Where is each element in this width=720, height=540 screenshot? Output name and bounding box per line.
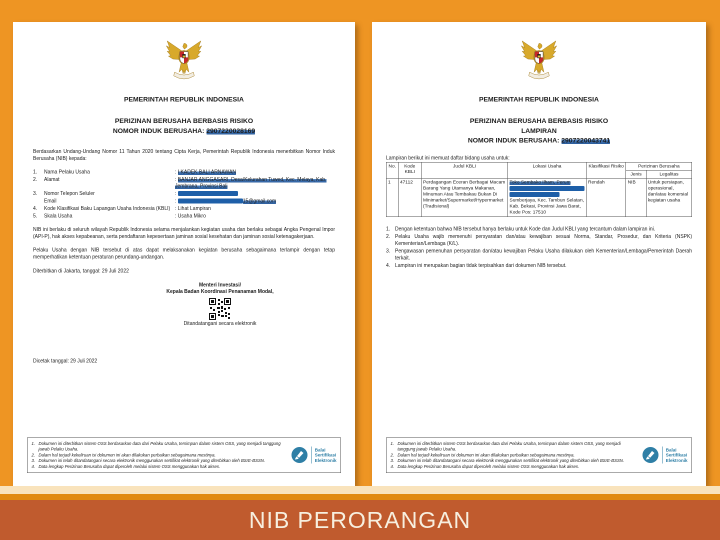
cell-lokasi [508, 178, 587, 216]
cell-judul: Perdagangan Eceran Berbagai Macam Barang Yang Utamanya Makanan, Minuman Atau Tembakau Bukan Di Minimarket/Supermarket/Hypermarket (Tradisional) [421, 178, 507, 216]
bsre-logo-text [315, 447, 337, 463]
field-telepon [33, 191, 335, 198]
field-label: Email [44, 198, 57, 205]
field-alamat [33, 177, 335, 190]
col-header-jenis: Jenis [626, 170, 646, 178]
slide-title-banner [0, 500, 720, 540]
col-header-risiko: Klasifikasi Risiko [586, 162, 626, 178]
footer-disclaimer-box [386, 437, 692, 473]
field-number: 1. [33, 169, 38, 176]
redacted-email-tail: 15@gmail.com [242, 198, 277, 205]
field-skala [33, 213, 335, 220]
redacted-address: BANJAR ANGGASARI, Desa/Kelurahan Tuwed, Kec. Melaya, Kab. Jembrana, Provinsi Bali [175, 177, 327, 190]
note-number: 1. [386, 226, 391, 232]
field-kbli [33, 206, 335, 213]
field-number: 4. [33, 206, 38, 212]
lampiran-notes [386, 226, 692, 270]
printed-line: Dicetak tanggal: 29 Juli 2022 [33, 358, 98, 365]
footer-notes [391, 441, 636, 470]
footer-note-text: Dokumen ini telah ditandatangani secara elektronik menggunakan sertifikat elektronik yang diterbitkan oleh BSrE-BSSN. [38, 458, 266, 464]
note-number: 4. [386, 263, 391, 269]
footer-note-number: 2. [31, 452, 36, 458]
footer-note-number: 3. [390, 458, 395, 464]
bsre-circle-icon [642, 447, 659, 464]
field-value: : Usaha Mikro [175, 213, 335, 220]
kbli-table-row [386, 178, 692, 216]
field-label: Skala Usaha [44, 213, 73, 220]
location-rest: Sumberjaya, Kec. Tambun Selatan, Kab. Bekasi, Provinsi Jawa Barat, Kode Pos: 17510 [509, 197, 584, 215]
bsre-text-line: Sertifikasi [314, 452, 337, 458]
garuda-pancasila-icon [166, 36, 203, 82]
cell-no: 1 [386, 178, 398, 216]
footer-note-text: Data lengkap Perizinan Berusaha dapat diperoleh melalui sistem OSS menggunakan hak akses. [397, 463, 580, 469]
cell-kode: 47112 [398, 178, 421, 216]
document-title: PERIZINAN BERUSAHA BERBASIS RISIKO [469, 117, 609, 125]
note-text: Lampiran ini merupakan bagian tidak terpisahkan dari dokumen NIB tersebut. [395, 263, 567, 269]
field-number: 3. [33, 191, 38, 197]
col-header-no: No. [386, 162, 398, 178]
note-text: Pengawasan pemenuhan persyaratan dan/atau kewajiban Pelaku Usaha dilakukan oleh Kementerian/Lembaga/Pemerintah Daerah terkait. [395, 248, 692, 261]
footer-note-text: Dalam hal terjadi kekeliruan isi dokumen ini akan dilakukan perbaikan sebagaimana mestinya. [38, 452, 216, 458]
nib-number-redacted: 2907220043741 [561, 136, 611, 145]
bsre-circle-icon [291, 447, 308, 464]
lampiran-label: LAMPIRAN [521, 126, 557, 135]
footer-note-number: 1. [31, 440, 36, 446]
footer-note-number: 3. [31, 458, 36, 464]
signature-note: Ditandatangani secara elektronik [183, 321, 257, 327]
footer-note-number: 1. [390, 440, 395, 446]
business-fields [33, 169, 335, 220]
issued-line: Diterbitkan di Jakarta, tanggal: 29 Juli 2022 [33, 268, 129, 275]
field-label: Kode Klasifikasi Baku Lapangan Usaha Indonesia (KBLI) [44, 206, 171, 212]
redacted-location-bar [510, 192, 560, 197]
footer-note-text: Dokumen ini diterbitkan sistem OSS berdasarkan data dari Pelaku Usaha, tersimpan dalam sistem OSS, yang menjadi tanggung jawab Pelaku Usaha. [397, 440, 621, 452]
footer-note-text: Dokumen ini diterbitkan sistem OSS berdasarkan data dari Pelaku Usaha, tersimpan dalam sistem OSS, yang menjadi tanggung jawab Pelaku Usaha. [38, 440, 281, 452]
government-title: PEMERINTAH REPUBLIK INDONESIA [124, 95, 244, 103]
col-header-perizinan: Perizinan Berusaha [626, 162, 692, 170]
bottom-cream-band [0, 486, 720, 494]
col-header-lokasi: Lokasi Usaha [508, 162, 587, 178]
bsre-logo [289, 447, 336, 464]
field-number: 5. [33, 213, 38, 220]
field-label: Alamat [44, 177, 60, 183]
footer-note-number: 4. [390, 463, 395, 469]
field-label: Nomor Telepon Seluler [44, 191, 95, 197]
bsre-text-line: Sertifikasi [665, 452, 688, 458]
bsre-logo-text [666, 447, 688, 463]
field-number [33, 198, 44, 205]
lampiran-doc-header [372, 22, 706, 145]
bsre-text-line: Balai [665, 447, 677, 453]
note-text: Dengan ketentuan bahwa NIB tersebut hanya berlaku untuk Kode dan Judul KBLI yang tercantum dalam lampiran ini. [395, 226, 656, 232]
slide-title: NIB PERORANGAN [248, 506, 472, 533]
footer-note-text: Dalam hal terjadi kekeliruan isi dokumen ini akan dilakukan perbaikan sebagaimana mestinya. [397, 452, 575, 458]
kbli-table [386, 162, 692, 217]
note-number: 2. [386, 234, 391, 240]
redacted-phone-bar [178, 191, 238, 196]
footer-note-number: 4. [31, 463, 36, 469]
qr-code [209, 298, 231, 320]
cell-legalitas: Untuk persiapan, operasional, dan/atau komersial kegiatan usaha [646, 178, 692, 216]
signer-title-2: Kepala Badan Koordinasi Penanaman Modal, [166, 289, 274, 295]
nib-number-line [372, 136, 706, 146]
signature-block [130, 282, 310, 327]
cell-jenis: NIB [626, 178, 646, 216]
footer-note-text: Dokumen ini telah ditandatangani secara elektronik menggunakan sertifikat elektronik yang diterbitkan oleh BSrE-BSSN. [397, 458, 625, 464]
cell-risiko: Rendah [586, 178, 626, 216]
bsre-separator [662, 447, 663, 464]
nib-lampiran-page [372, 22, 706, 486]
bsre-logo [640, 447, 687, 464]
nib-document-page [13, 22, 355, 486]
redacted-location-line: Toko Sembako Ilham, Perum [509, 179, 571, 186]
col-header-kode: Kode KBLI [398, 162, 421, 178]
nib-number-redacted: 2907220028169 [206, 126, 256, 135]
bsre-text-line: Balai [314, 447, 326, 453]
api-paragraph: NIB ini berlaku di seluruh wilayah Republik Indonesia selama menjalankan kegiatan usaha dan berlaku sebagai Angka Pengenal Impor (API-P), hak akses kepabeanan, serta pendaftaran kepesertaan jaminan sosial kesehatan dan jaminan sosial ketenagakerjaan. [33, 227, 335, 240]
document-title: PERIZINAN BERUSAHA BERBASIS RISIKO [114, 117, 254, 125]
redacted-location-bar [510, 186, 585, 191]
footer-note-text: Data lengkap Perizinan Berusaha dapat diperoleh melalui sistem OSS menggunakan hak akses. [38, 463, 221, 469]
garuda-pancasila-icon [521, 36, 558, 82]
intro-paragraph: Berdasarkan Undang-Undang Nomor 11 Tahun 2020 tentang Cipta Kerja, Pemerintah Republik Indonesia menerbitkan Nomor Induk Berusaha (NIB) kepada: [33, 149, 335, 162]
note-number: 3. [386, 248, 391, 255]
field-number: 2. [33, 177, 38, 183]
footer-notes [32, 441, 285, 470]
redacted-name: I KADEK BALI ARNAWAN [177, 169, 237, 176]
col-header-judul: Judul KBLI [421, 162, 507, 178]
nib-label: NOMOR INDUK BERUSAHA: [112, 126, 205, 135]
bsre-text-line: Elektronik [665, 457, 688, 463]
footer-disclaimer-box [27, 437, 341, 473]
redacted-email-bar [178, 199, 243, 204]
bsre-separator [311, 447, 312, 464]
government-title: PEMERINTAH REPUBLIK INDONESIA [479, 95, 599, 103]
pelaku-paragraph: Pelaku Usaha dengan NIB tersebut di atas dapat melaksanakan kegiatan berusaha sebagaimana terlampir dengan tetap memperhatikan ketentuan peraturan perundang-undangan. [33, 247, 335, 260]
bsre-text-line: Elektronik [314, 457, 337, 463]
lampiran-intro: Lampiran berikut ini memuat daftar bidang usaha untuk: [386, 155, 510, 161]
field-nama [33, 169, 335, 176]
nib-label: NOMOR INDUK BERUSAHA: [467, 136, 560, 145]
col-header-legalitas: Legalitas [646, 170, 692, 178]
note-text: Pelaku Usaha wajib memenuhi persyaratan dan/atau kewajiban sesuai Norma, Standar, Prosedur, dan Kriteria (NSPK) Kementerian/Lembaga (K/L). [395, 234, 692, 247]
field-value: : Lihat Lampiran [175, 206, 335, 213]
nib-doc-header [13, 22, 355, 136]
footer-note-number: 2. [390, 452, 395, 458]
field-label: Nama Pelaku Usaha [44, 169, 90, 176]
signer-title-1: Menteri Investasi/ [199, 282, 241, 289]
nib-number-line [13, 126, 355, 136]
field-email [33, 198, 335, 205]
